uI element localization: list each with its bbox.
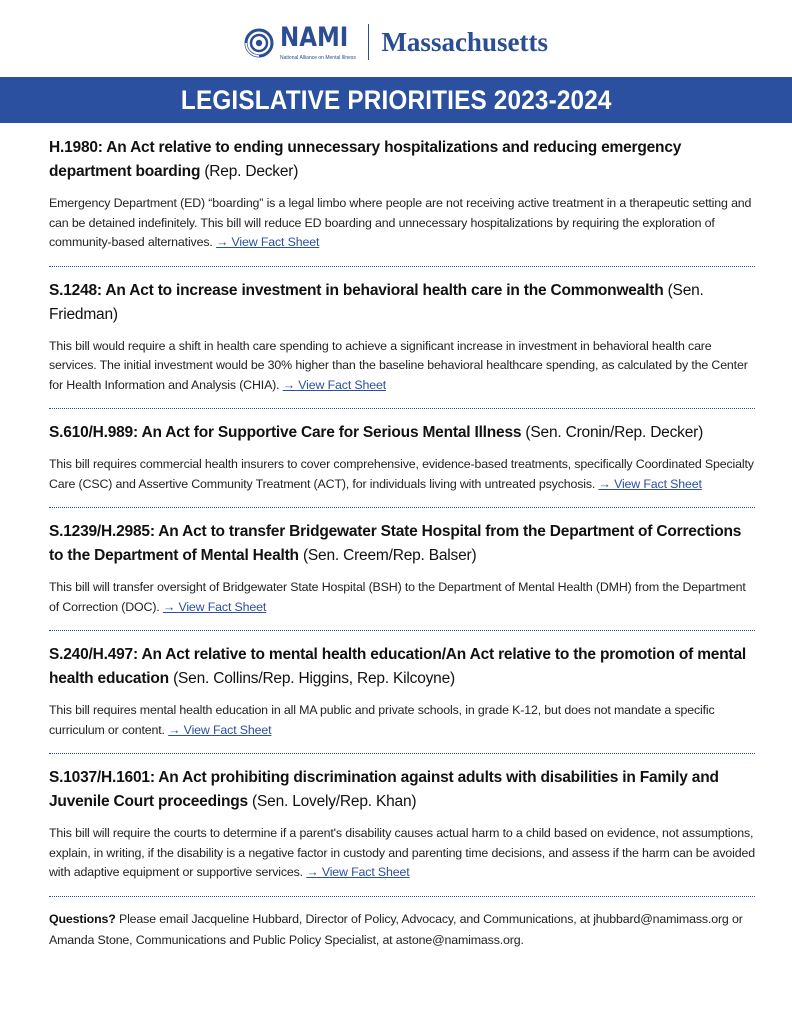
bill-item xyxy=(49,421,755,494)
logo-tagline: National Alliance on Mental Illness xyxy=(280,55,356,61)
bill-title: S.610/H.989: An Act for Supportive Care for Serious Mental Illness xyxy=(49,424,522,441)
priorities-list xyxy=(49,136,755,951)
bill-heading xyxy=(49,421,755,445)
nami-swirl-icon xyxy=(244,28,274,58)
bill-description: This bill would require a shift in health care spending to achieve a significant increase in investment in behavioral health care services. The initial investment would be 30% higher than the baseline behavioral healthcare spending, as calculated by the Center for Health Information and Analysis (CHIA). xyxy=(49,338,748,392)
bill-sponsors: (Sen. Lovely/Rep. Khan) xyxy=(252,793,417,810)
bill-heading xyxy=(49,766,755,814)
section-divider xyxy=(49,266,755,267)
fact-sheet-link[interactable]: → View Fact Sheet xyxy=(215,235,320,249)
bill-title: S.1037/H.1601: An Act prohibiting discrimination against adults with disabilities in Family and Juvenile Court proceedings xyxy=(49,769,719,810)
logo-divider xyxy=(368,24,369,60)
bill-item xyxy=(49,643,755,740)
logo-lockup xyxy=(244,22,548,62)
logo-state-text: Massachusetts xyxy=(381,27,548,57)
bill-sponsors: (Rep. Decker) xyxy=(204,163,299,180)
bill-title: S.240/H.497: An Act relative to mental health education/An Act relative to the promotion of mental health education xyxy=(49,646,746,687)
section-divider xyxy=(49,408,755,409)
bill-sponsors: (Sen. Friedman) xyxy=(49,281,704,323)
section-divider xyxy=(49,630,755,631)
bill-description: Emergency Department (ED) “boarding” is a legal limbo where people are not receiving active treatment in a therapeutic setting and can be detained indefinitely. This bill will reduce ED boarding and unnecessary hospitalizations by requiring the exploration of community-based alternatives. xyxy=(49,196,752,249)
fact-sheet-link[interactable]: → View Fact Sheet xyxy=(168,722,272,737)
bill-description: This bill requires commercial health insurers to cover comprehensive, evidence-based treatments, specifically Coordinated Specialty Care (CSC) and Assertive Community Treatment (ACT), for individuals living with untreated psychosis. xyxy=(49,457,754,491)
bill-description-block xyxy=(49,578,755,617)
page-title: LEGISLATIVE PRIORITIES 2023-2024 xyxy=(180,84,612,115)
bill-sponsors: (Sen. Collins/Rep. Higgins, Rep. Kilcoyne) xyxy=(173,670,455,687)
bill-sponsors: (Sen. Cronin/Rep. Decker) xyxy=(525,424,704,441)
questions-text: Please email Jacqueline Hubbard, Director of Policy, Advocacy, and Communications, at jhubbard@namimass.org or Amanda Stone, Communications and Public Policy Specialist, at astone@namimass.org. xyxy=(49,911,743,947)
bill-title: S.1239/H.2985: An Act to transfer Bridgewater State Hospital from the Department of Corrections to the Department of Mental Health xyxy=(49,523,742,564)
questions-note xyxy=(49,909,755,951)
bill-item xyxy=(49,766,755,883)
fact-sheet-link[interactable]: → View Fact Sheet xyxy=(282,377,387,392)
bill-description-block xyxy=(49,455,755,494)
title-banner xyxy=(0,77,792,123)
bill-description-block xyxy=(49,194,755,253)
bill-heading xyxy=(49,643,755,691)
section-divider xyxy=(49,896,755,897)
nami-logo xyxy=(0,22,792,66)
bill-item xyxy=(49,136,755,253)
bill-description: This bill requires mental health education in all MA public and private schools, in grade K-12, but does not mandate a specific curriculum or content. xyxy=(49,703,715,737)
bill-description-block xyxy=(49,824,755,883)
bill-heading xyxy=(49,520,755,568)
bill-description: This bill will transfer oversight of Bridgewater State Hospital (BSH) to the Department of Mental Health (DMH) from the Department of Correction (DOC). xyxy=(49,580,746,614)
bill-sponsors: (Sen. Creem/Rep. Balser) xyxy=(302,547,477,564)
section-divider xyxy=(49,507,755,508)
bill-title: S.1248: An Act to increase investment in behavioral health care in the Commonwealth xyxy=(49,281,664,299)
logo-nami-text: NAMI xyxy=(280,22,349,53)
section-divider xyxy=(49,753,755,754)
bill-heading xyxy=(49,136,755,184)
fact-sheet-link[interactable]: → View Fact Sheet xyxy=(306,865,410,879)
fact-sheet-link[interactable]: → View Fact Sheet xyxy=(598,476,702,491)
bill-description-block xyxy=(49,701,755,740)
bill-description-block xyxy=(49,337,755,396)
bill-item xyxy=(49,279,755,396)
bill-item xyxy=(49,520,755,617)
questions-label: Questions? xyxy=(49,911,116,926)
fact-sheet-link[interactable]: → View Fact Sheet xyxy=(162,599,267,614)
bill-heading xyxy=(49,279,755,327)
bill-description: This bill will require the courts to determine if a parent's disability causes actual harm to a child based on evidence, not assumptions, explain, in writing, if the disability is a negative factor in custody and parenting time decisions, and assess if the harm can be avoided with adaptive equipment or supportive services. xyxy=(49,826,755,879)
bill-title: H.1980: An Act relative to ending unnecessary hospitalizations and reducing emergency department boarding xyxy=(49,139,682,180)
